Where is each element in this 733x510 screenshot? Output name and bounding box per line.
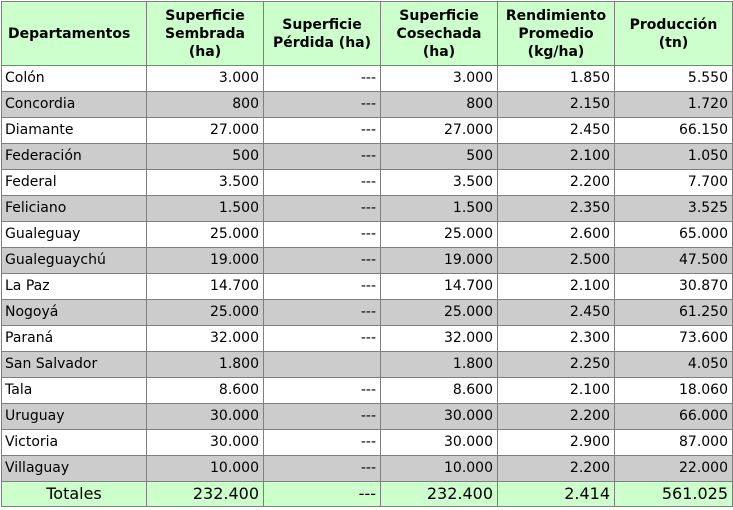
cell-superficie-sembrada: 30.000 [147,430,264,456]
header-row [2,2,733,66]
cell-rendimiento: 2.100 [498,274,615,300]
cell-superficie-perdida: --- [264,430,381,456]
cell-superficie-sembrada: 1.800 [147,352,264,378]
table-row [2,300,733,326]
cell-produccion: 73.600 [615,326,733,352]
table-header [2,2,733,66]
cell-departamento: Colón [2,66,147,92]
header-rendimiento-promedio: Rendimiento Promedio (kg/ha) [498,2,615,66]
table-row [2,92,733,118]
cell-superficie-cosechada: 14.700 [381,274,498,300]
cell-superficie-sembrada: 14.700 [147,274,264,300]
cell-superficie-cosechada: 3.500 [381,170,498,196]
cell-departamento: Victoria [2,430,147,456]
cell-departamento: Villaguay [2,456,147,482]
cell-produccion: 30.870 [615,274,733,300]
header-superficie-sembrada: Superficie Sembrada (ha) [147,2,264,66]
cell-superficie-perdida: --- [264,274,381,300]
cell-superficie-cosechada: 25.000 [381,222,498,248]
cell-superficie-cosechada: 1.500 [381,196,498,222]
cell-produccion: 66.150 [615,118,733,144]
cell-superficie-perdida: --- [264,378,381,404]
table-row [2,222,733,248]
cell-rendimiento: 2.500 [498,248,615,274]
cell-superficie-perdida: --- [264,144,381,170]
header-superficie-perdida: Superficie Pérdida (ha) [264,2,381,66]
cell-superficie-perdida: --- [264,404,381,430]
cell-rendimiento: 2.100 [498,378,615,404]
cell-superficie-sembrada: 10.000 [147,456,264,482]
cell-superficie-cosechada: 19.000 [381,248,498,274]
table-row [2,66,733,92]
cell-produccion: 3.525 [615,196,733,222]
cell-departamento: Concordia [2,92,147,118]
cell-superficie-sembrada: 27.000 [147,118,264,144]
cell-rendimiento: 1.850 [498,66,615,92]
total-rendimiento: 2.414 [498,482,615,507]
cell-superficie-perdida: --- [264,456,381,482]
cell-superficie-sembrada: 3.500 [147,170,264,196]
cell-superficie-cosechada: 10.000 [381,456,498,482]
cell-produccion: 47.500 [615,248,733,274]
cell-departamento: Federación [2,144,147,170]
cell-superficie-sembrada: 25.000 [147,300,264,326]
table-body [2,66,733,482]
cell-superficie-cosechada: 30.000 [381,430,498,456]
table-row [2,456,733,482]
cell-rendimiento: 2.200 [498,456,615,482]
cell-superficie-perdida: --- [264,196,381,222]
cell-superficie-cosechada: 3.000 [381,66,498,92]
cell-produccion: 22.000 [615,456,733,482]
cell-superficie-sembrada: 8.600 [147,378,264,404]
cell-superficie-perdida: --- [264,170,381,196]
table-row [2,430,733,456]
cell-produccion: 5.550 [615,66,733,92]
cell-produccion: 87.000 [615,430,733,456]
cell-superficie-perdida: --- [264,222,381,248]
table-row [2,170,733,196]
table-row [2,196,733,222]
cell-superficie-cosechada: 8.600 [381,378,498,404]
cell-produccion: 18.060 [615,378,733,404]
table-row [2,248,733,274]
table-footer [2,482,733,507]
cell-superficie-sembrada: 30.000 [147,404,264,430]
cell-rendimiento: 2.900 [498,430,615,456]
cell-departamento: Feliciano [2,196,147,222]
header-departamentos: Departamentos [2,2,147,66]
cell-superficie-perdida: --- [264,300,381,326]
production-table [1,1,733,507]
cell-departamento: Diamante [2,118,147,144]
cell-rendimiento: 2.250 [498,352,615,378]
cell-rendimiento: 2.600 [498,222,615,248]
cell-superficie-sembrada: 25.000 [147,222,264,248]
table-row [2,352,733,378]
cell-rendimiento: 2.450 [498,300,615,326]
cell-rendimiento: 2.200 [498,404,615,430]
cell-departamento: Gualeguaychú [2,248,147,274]
cell-superficie-sembrada: 32.000 [147,326,264,352]
cell-departamento: Gualeguay [2,222,147,248]
cell-superficie-sembrada: 800 [147,92,264,118]
table-row [2,378,733,404]
cell-superficie-cosechada: 500 [381,144,498,170]
cell-rendimiento: 2.150 [498,92,615,118]
header-produccion: Producción (tn) [615,2,733,66]
cell-superficie-perdida: --- [264,248,381,274]
cell-rendimiento: 2.300 [498,326,615,352]
cell-superficie-perdida: --- [264,66,381,92]
cell-departamento: Federal [2,170,147,196]
cell-produccion: 1.720 [615,92,733,118]
cell-produccion: 7.700 [615,170,733,196]
cell-produccion: 66.000 [615,404,733,430]
cell-rendimiento: 2.350 [498,196,615,222]
cell-departamento: Tala [2,378,147,404]
cell-departamento: Paraná [2,326,147,352]
cell-produccion: 61.250 [615,300,733,326]
cell-superficie-perdida: --- [264,92,381,118]
header-superficie-cosechada: Superficie Cosechada (ha) [381,2,498,66]
cell-departamento: Uruguay [2,404,147,430]
table-row [2,326,733,352]
totals-label: Totales [2,482,147,507]
totals-row [2,482,733,507]
cell-departamento: Nogoyá [2,300,147,326]
table-row [2,404,733,430]
cell-produccion: 1.050 [615,144,733,170]
total-perdida: --- [264,482,381,507]
cell-superficie-perdida [264,352,381,378]
cell-superficie-perdida: --- [264,118,381,144]
cell-rendimiento: 2.200 [498,170,615,196]
cell-rendimiento: 2.100 [498,144,615,170]
cell-superficie-cosechada: 27.000 [381,118,498,144]
table-row [2,144,733,170]
cell-superficie-perdida: --- [264,326,381,352]
total-sembrada: 232.400 [147,482,264,507]
cell-superficie-sembrada: 1.500 [147,196,264,222]
total-produccion: 561.025 [615,482,733,507]
cell-superficie-cosechada: 25.000 [381,300,498,326]
cell-superficie-cosechada: 32.000 [381,326,498,352]
cell-produccion: 4.050 [615,352,733,378]
cell-rendimiento: 2.450 [498,118,615,144]
cell-superficie-cosechada: 1.800 [381,352,498,378]
total-cosechada: 232.400 [381,482,498,507]
table-row [2,274,733,300]
cell-superficie-sembrada: 500 [147,144,264,170]
cell-departamento: La Paz [2,274,147,300]
cell-departamento: San Salvador [2,352,147,378]
cell-superficie-sembrada: 3.000 [147,66,264,92]
table-row [2,118,733,144]
cell-superficie-cosechada: 800 [381,92,498,118]
cell-superficie-cosechada: 30.000 [381,404,498,430]
cell-produccion: 65.000 [615,222,733,248]
cell-superficie-sembrada: 19.000 [147,248,264,274]
